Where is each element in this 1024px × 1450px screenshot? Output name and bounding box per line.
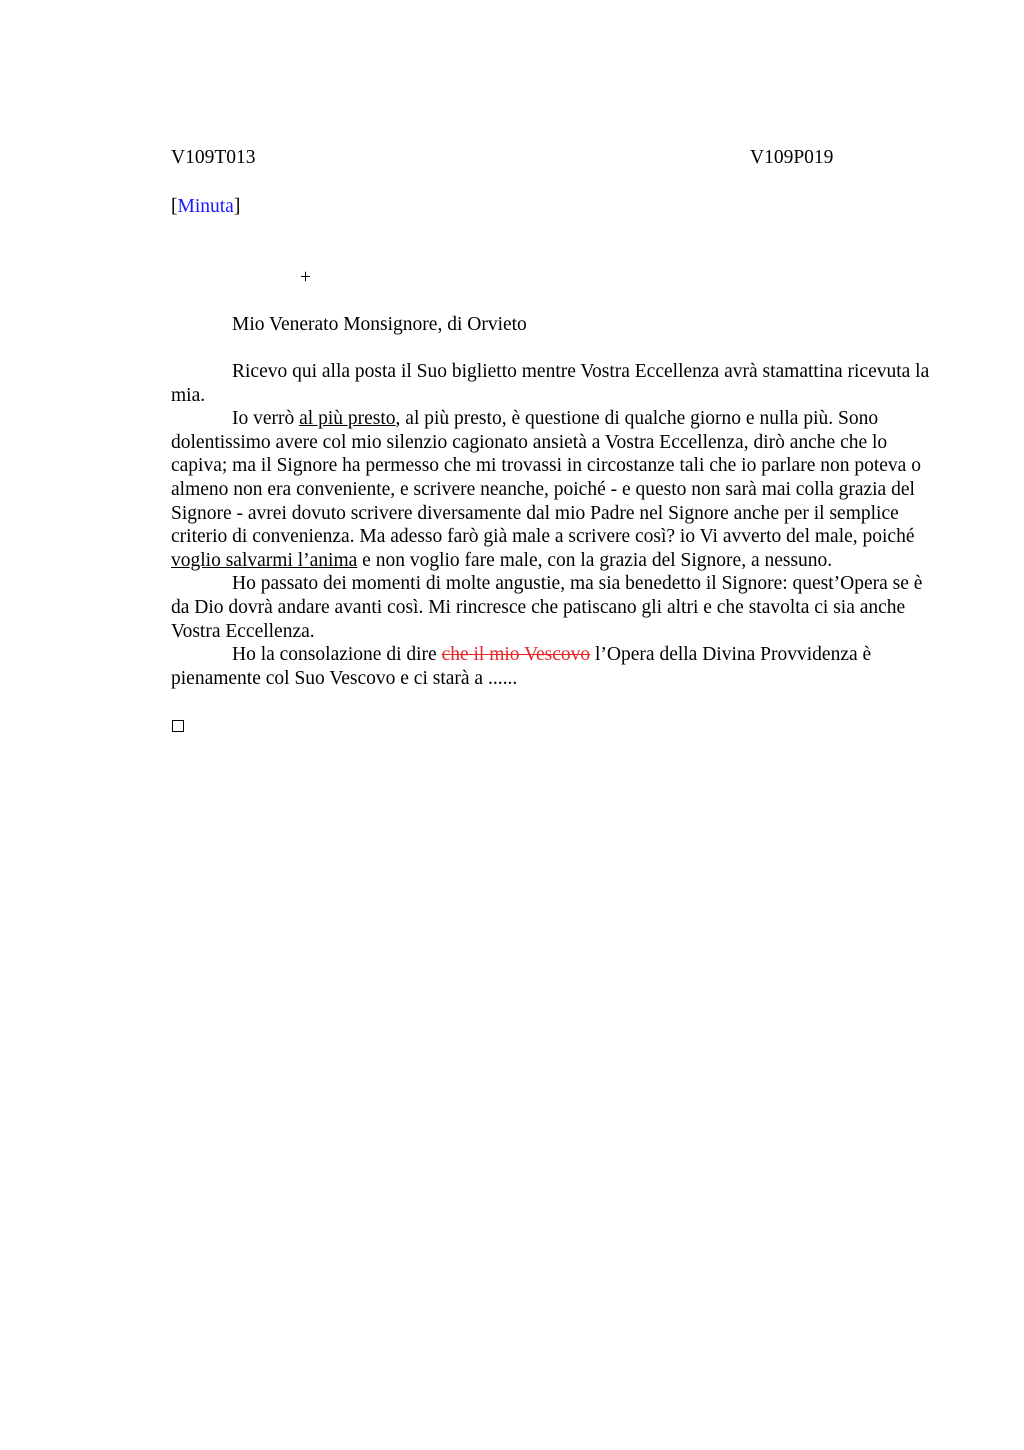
paragraph-2-text-c: e non voglio fare male, con la grazia del Signore, a nessuno.: [357, 549, 833, 571]
paragraph-4-text-a: Ho la consolazione di dire: [232, 644, 442, 666]
letter-body: [171, 360, 931, 690]
salutation: Mio Venerato Monsignore, di Orvieto: [232, 314, 527, 335]
cross-symbol: +: [300, 267, 311, 288]
paragraph-1: Ricevo qui alla posta il Suo biglietto mentre Vostra Eccellenza avrà stamattina ricevuta la mia.: [171, 361, 930, 406]
paragraph-2: [171, 407, 931, 572]
paragraph-2-text-b: , al più presto, è questione di qualche giorno e nulla più. Sono dolentissimo avere col mio silenzio cagionato ansietà a Vostra Eccellenza, dirò anche che lo capiva; ma il Signore ha permesso che mi trovassi in circostanze tali che io parlare non poteva o almeno non era conveniente, e scrivere neanche, poiché - e questo non sarà mai colla grazia del Signore - avrei dovuto scrivere diversamente dal mio Padre nel Signore anche per il semplice criterio di convenienza. Ma adesso farò già male a scrivere così? io Vi avverto del male, poiché: [171, 408, 921, 548]
struck-deletion: che il mio Vescovo: [441, 644, 591, 666]
paragraph-3: Ho passato dei momenti di molte angustie, ma sia benedetto il Signore: quest’Opera se è da Dio dovrà andare avanti così. Mi rincresce che patiscano gli altri e che stavolta ci sia anche Vostra Eccellenza.: [171, 573, 923, 642]
paragraph-4: [171, 643, 931, 690]
underlined-phrase-1: al più presto: [299, 408, 396, 430]
paragraph-2-text-a: Io verrò: [232, 408, 300, 430]
left-code: V109T013: [171, 147, 256, 168]
doc-type-label: [171, 195, 240, 219]
right-code: V109P019: [750, 147, 834, 168]
underlined-phrase-2: voglio salvarmi l’anima: [171, 549, 358, 571]
doc-type-close-bracket: ]: [233, 196, 241, 217]
end-marker-square-icon: [172, 720, 184, 732]
doc-type-open-bracket: [: [171, 196, 178, 217]
minuta-link[interactable]: Minuta: [177, 196, 234, 217]
paragraph-4-text-b: l’Opera della Divina Provvidenza è pienamente col Suo Vescovo e ci starà a ......: [171, 644, 872, 689]
